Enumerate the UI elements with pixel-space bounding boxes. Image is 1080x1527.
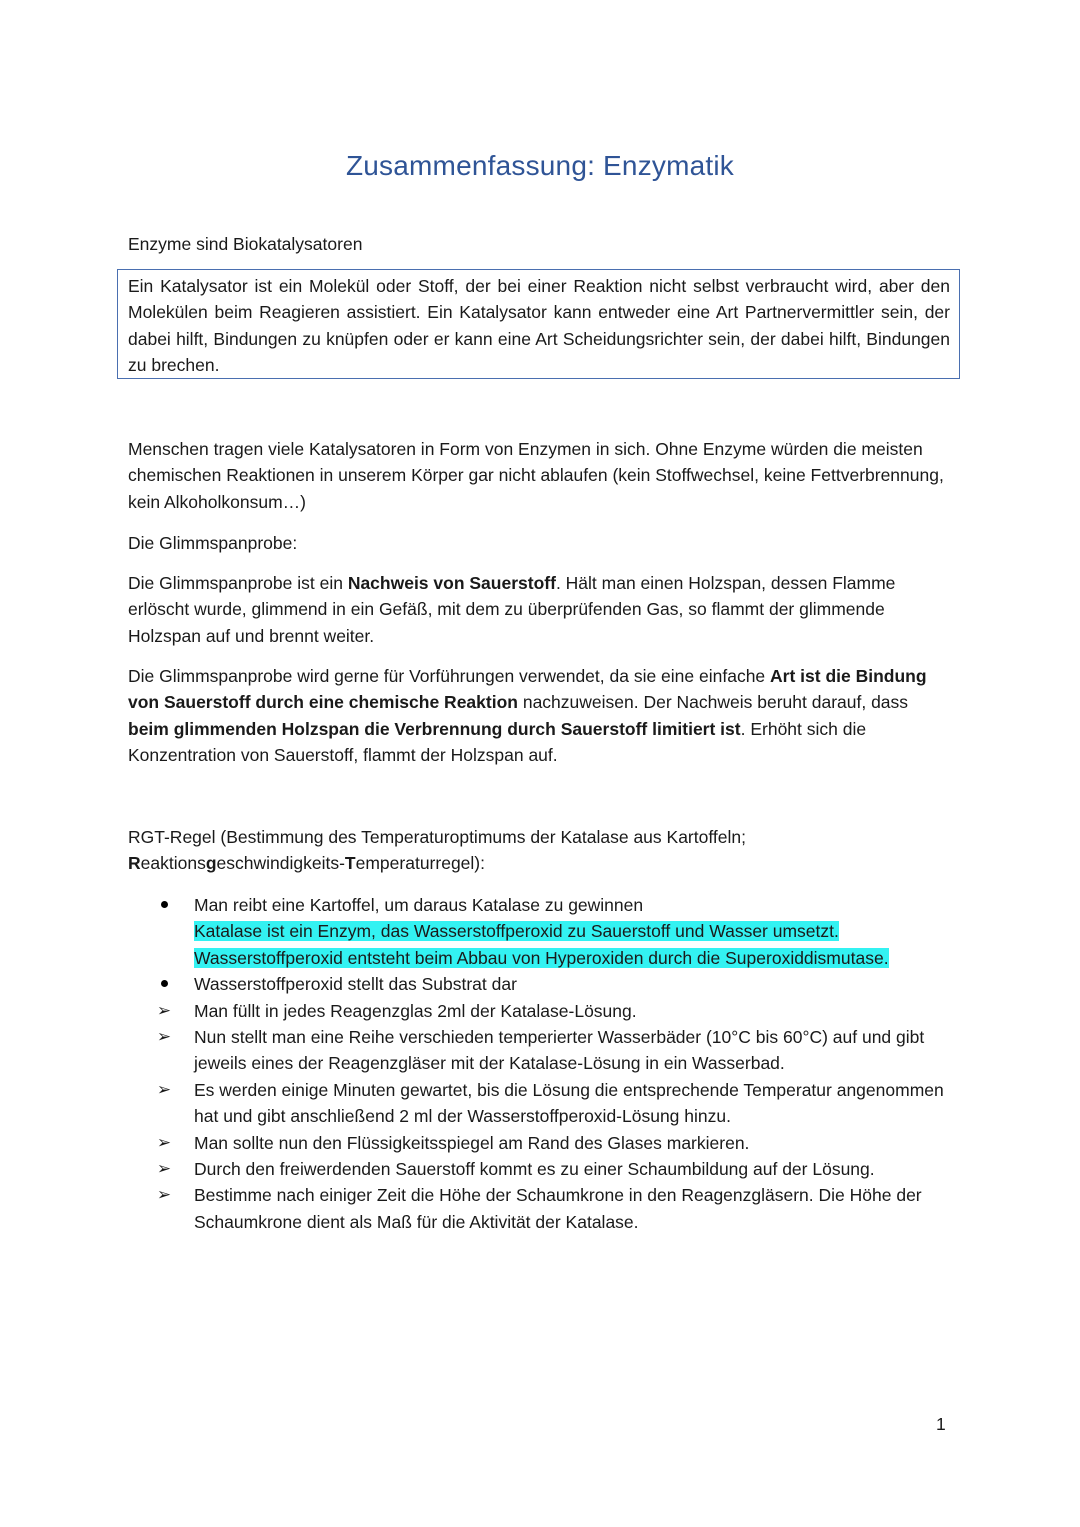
paragraph-enzymes: Menschen tragen viele Katalysatoren in Form von Enzymen in sich. Ohne Enzyme würden die meisten chemischen Reaktionen in unserem Körper gar nicht ablaufen (kein Stoffwechsel, keine Fettverbrennung, kein Alkoholkonsum…) bbox=[128, 439, 944, 512]
arrow-bullet-icon: ➢ bbox=[156, 1132, 172, 1152]
list-item-text: Man sollte nun den Flüssigkeitsspiegel am Rand des Glases markieren. bbox=[194, 1132, 750, 1153]
rgt-heading bbox=[128, 824, 950, 877]
text-run: . Hält man einen Holzspan, dessen Flamme erlöscht wurde, glimmend in ein Gefäß, mit dem zu überprüfenden Gas, so flammt der glimmende Holzspan auf und brennt weiter. bbox=[128, 573, 896, 646]
highlighted-text: Wasserstoffperoxid entsteht beim Abbau von Hyperoxiden durch die Superoxiddismutase. bbox=[194, 947, 889, 968]
rgt-line-1: RGT-Regel (Bestimmung des Temperaturoptimums der Katalase aus Kartoffeln; bbox=[128, 827, 746, 847]
list-item bbox=[150, 1077, 950, 1130]
list-item bbox=[150, 998, 950, 1024]
arrow-bullet-icon: ➢ bbox=[156, 1159, 172, 1179]
subheading-biokatalysatoren: Enzyme sind Biokatalysatoren bbox=[128, 234, 363, 254]
bullet-icon bbox=[152, 892, 176, 918]
list-item-text: Bestimme nach einiger Zeit die Höhe der Schaumkrone in den Reagenzgläsern. Die Höhe der Schaumkrone dient als Maß für die Aktivität der Katalase. bbox=[194, 1185, 922, 1232]
page-title: Zusammenfassung: Enzymatik bbox=[345, 150, 734, 181]
arrow-bullet-icon: ➢ bbox=[156, 1000, 172, 1020]
text-run: Die Glimmspanprobe wird gerne für Vorführungen verwendet, da sie eine einfache bbox=[128, 666, 771, 686]
list-item-text: Man reibt eine Kartoffel, um daraus Katalase zu gewinnen bbox=[194, 895, 644, 915]
bold-run: Art ist die Bindung von Sauerstoff durch eine chemische Reaktion bbox=[128, 666, 927, 713]
rgt-letter-r: R bbox=[128, 853, 141, 874]
list-item bbox=[150, 971, 950, 997]
definition-box bbox=[117, 269, 960, 379]
glimmspan-paragraph-1 bbox=[128, 570, 950, 649]
text-run: eschwindigkeits- bbox=[216, 853, 345, 874]
rgt-letter-t: T bbox=[344, 853, 356, 874]
text-run: eaktions bbox=[140, 853, 206, 874]
list-item-text: Nun stellt man eine Reihe verschieden temperierter Wasserbäder (10°C bis 60°C) auf und gibt jeweils eines der Reagenzgläser mit der Katalase-Lösung in ein Wasserbad. bbox=[194, 1027, 925, 1074]
list-item-text: Durch den freiwerdenden Sauerstoff kommt es zu einer Schaumbildung auf der Lösung. bbox=[194, 1159, 875, 1180]
arrow-bullet-icon: ➢ bbox=[156, 1027, 172, 1047]
list-item bbox=[150, 1130, 950, 1156]
list-item-text: Es werden einige Minuten gewartet, bis die Lösung die entsprechende Temperatur angenommen hat und gibt anschließend 2 ml der Wasserstoffperoxid-Lösung hinzu. bbox=[194, 1079, 944, 1127]
bullet-icon bbox=[152, 971, 176, 997]
text-run: emperaturregel): bbox=[355, 853, 485, 874]
page-number: 1 bbox=[936, 1414, 946, 1434]
glimmspan-paragraph-2 bbox=[128, 663, 950, 769]
bold-run: Nachweis von Sauerstoff bbox=[347, 573, 556, 593]
list-item bbox=[150, 1024, 950, 1077]
list-item bbox=[150, 1156, 950, 1182]
arrow-bullet-icon: ➢ bbox=[156, 1185, 172, 1205]
bold-run: beim glimmenden Holzspan die Verbrennung durch Sauerstoff limitiert ist bbox=[128, 718, 741, 739]
text-run: . Erhöht sich die Konzentration von Sauerstoff, flammt der Holzspan auf. bbox=[128, 718, 867, 766]
list-item bbox=[150, 892, 950, 971]
arrow-bullet-icon: ➢ bbox=[156, 1079, 172, 1099]
procedure-list bbox=[150, 892, 950, 1235]
list-item-text: Man füllt in jedes Reagenzglas 2ml der Katalase-Lösung. bbox=[194, 1000, 637, 1021]
rgt-letter-g: g bbox=[205, 853, 217, 874]
list-item-text: Wasserstoffperoxid stellt das Substrat dar bbox=[194, 974, 517, 995]
glimmspan-heading: Die Glimmspanprobe: bbox=[128, 533, 298, 553]
list-item bbox=[150, 1182, 950, 1235]
definition-text: Ein Katalysator ist ein Molekül oder Stoff, der bei einer Reaktion nicht selbst verbraucht wird, aber den Molekülen beim Reagieren assistiert. Ein Katalysator kann entweder eine Art Partnervermittler sein, der dabei hilft, Bindungen zu knüpfen oder er kann eine Art Scheidungsrichter sein, der dabei hilft, Bindungen zu brechen. bbox=[128, 276, 950, 376]
highlighted-text: Katalase ist ein Enzym, das Wasserstoffperoxid zu Sauerstoff und Wasser umsetzt. bbox=[194, 921, 839, 942]
text-run: Die Glimmspanprobe ist ein bbox=[128, 573, 348, 593]
text-run: nachzuweisen. Der Nachweis beruht darauf, dass bbox=[517, 692, 909, 713]
